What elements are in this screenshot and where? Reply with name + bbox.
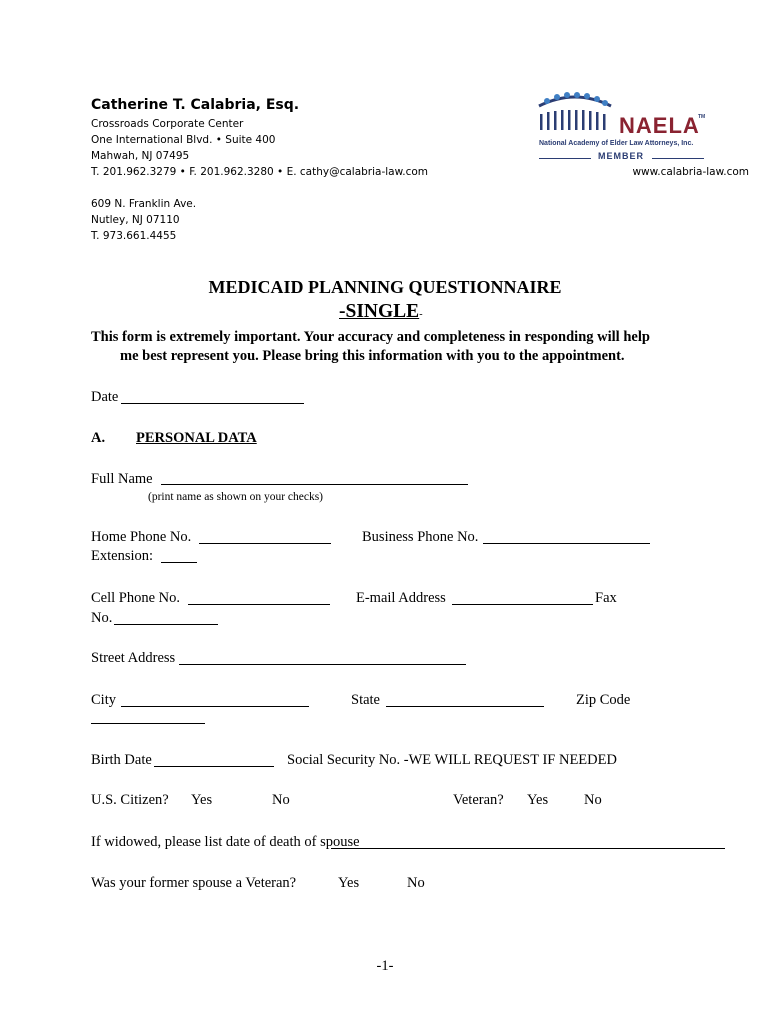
fax-label: Fax xyxy=(595,590,617,606)
business-phone-field[interactable] xyxy=(483,543,650,544)
attorney-name: Catherine T. Calabria, Esq. xyxy=(91,97,300,113)
full-name-label: Full Name xyxy=(91,471,153,487)
fax-no-label: No. xyxy=(91,610,113,626)
widowed-label: If widowed, please list date of death of spouse xyxy=(91,834,360,850)
state-field[interactable] xyxy=(386,706,544,707)
extension-field[interactable] xyxy=(161,562,197,563)
website-link[interactable]: www.calabria-law.com xyxy=(632,166,749,178)
email-label: E-mail Address xyxy=(356,590,446,606)
widowed-field[interactable] xyxy=(331,848,725,849)
date-label: Date xyxy=(91,389,119,405)
naela-wordmark: NAELA xyxy=(619,113,700,138)
city-label: City xyxy=(91,692,116,708)
zip-field[interactable] xyxy=(91,723,205,724)
veteran-no-option[interactable]: No xyxy=(584,792,602,808)
fax-field[interactable] xyxy=(114,624,218,625)
cell-phone-label: Cell Phone No. xyxy=(91,590,181,606)
former-spouse-no-option[interactable]: No xyxy=(407,875,425,891)
page-number: -1- xyxy=(376,958,394,974)
naela-logo xyxy=(535,92,710,164)
form-title: MEDICAID PLANNING QUESTIONNAIRE xyxy=(208,277,562,297)
office2-line-1: 609 N. Franklin Ave. xyxy=(91,198,197,210)
zip-label: Zip Code xyxy=(576,692,631,708)
citizen-yes-option[interactable]: Yes xyxy=(191,792,213,808)
birth-date-label: Birth Date xyxy=(91,752,152,768)
email-field[interactable] xyxy=(452,604,593,605)
home-phone-field[interactable] xyxy=(199,543,331,544)
office2-line-2: Nutley, NJ 07110 xyxy=(91,214,180,226)
intro-line-1: This form is extremely important. Your accuracy and completeness in responding will help xyxy=(91,329,650,345)
street-field[interactable] xyxy=(179,664,466,665)
naela-tm: TM xyxy=(698,114,706,120)
contact-line: T. 201.962.3279 • F. 201.962.3280 • E. cathy@calabria-law.com xyxy=(91,166,428,178)
intro-line-2: me best represent you. Please bring this information with you to the appointment. xyxy=(120,348,625,364)
address-line-3: Mahwah, NJ 07495 xyxy=(91,150,190,162)
single-tail: - xyxy=(419,309,423,320)
address-line-2: One International Blvd. • Suite 400 xyxy=(91,134,276,146)
veteran-yes-option[interactable]: Yes xyxy=(527,792,549,808)
section-title: PERSONAL DATA xyxy=(136,430,257,446)
home-phone-label: Home Phone No. xyxy=(91,529,192,545)
section-letter: A. xyxy=(91,430,106,446)
citizen-no-option[interactable]: No xyxy=(272,792,290,808)
full-name-hint: (print name as shown on your checks) xyxy=(148,491,324,503)
full-name-field[interactable] xyxy=(161,484,468,485)
business-phone-label: Business Phone No. xyxy=(362,529,479,545)
ssn-label: Social Security No. -WE WILL REQUEST IF NEEDED xyxy=(287,752,617,768)
naela-people-icon xyxy=(535,92,615,136)
office2-line-3: T. 973.661.4455 xyxy=(91,230,177,242)
street-label: Street Address xyxy=(91,650,176,666)
naela-subtitle: National Academy of Elder Law Attorneys, Inc. xyxy=(539,140,694,147)
former-spouse-label: Was your former spouse a Veteran? xyxy=(91,875,297,891)
former-spouse-yes-option[interactable]: Yes xyxy=(338,875,360,891)
form-subtitle xyxy=(339,301,423,323)
birth-date-field[interactable] xyxy=(154,766,274,767)
naela-member: MEMBER xyxy=(598,151,644,161)
member-rule-left xyxy=(539,158,591,159)
citizen-label: U.S. Citizen? xyxy=(91,792,169,808)
single-label: -SINGLE xyxy=(339,301,420,322)
veteran-label: Veteran? xyxy=(453,792,504,808)
city-field[interactable] xyxy=(121,706,309,707)
address-line-1: Crossroads Corporate Center xyxy=(91,118,244,130)
cell-phone-field[interactable] xyxy=(188,604,330,605)
extension-label: Extension: xyxy=(91,548,154,564)
date-field[interactable] xyxy=(121,403,304,404)
state-label: State xyxy=(351,692,380,708)
member-rule-right xyxy=(652,158,704,159)
